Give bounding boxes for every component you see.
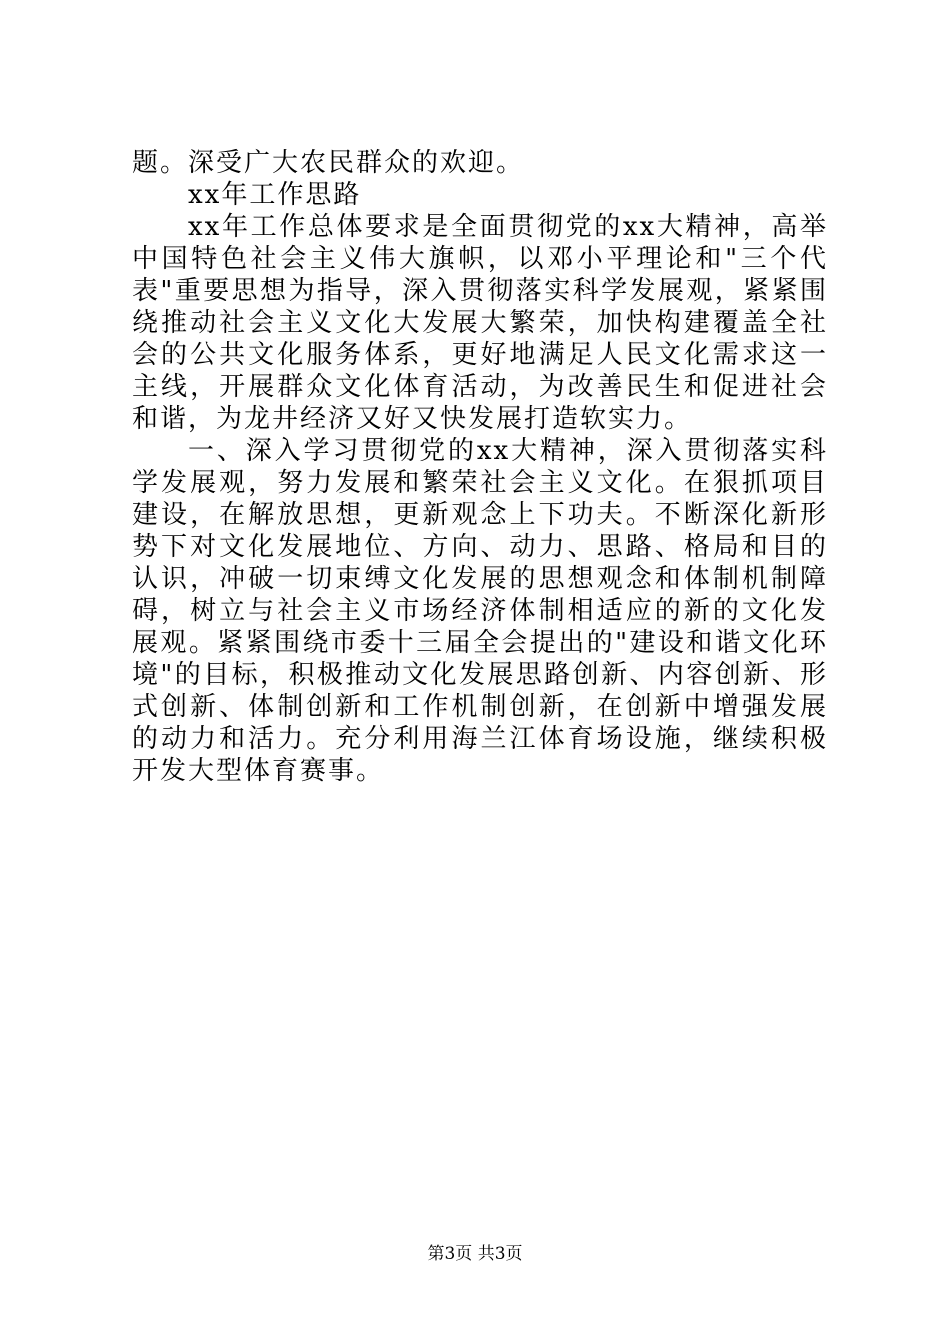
page-number-footer: 第3页 共3页 [427, 1244, 523, 1264]
section-heading: xx年工作思路 [188, 180, 362, 210]
paragraph-continuation: 题。深受广大农民群众的欢迎。 [132, 148, 525, 178]
paragraph-item-one: 一、深入学习贯彻党的xx大精神，深入贯彻落实科学发展观，努力发展和繁荣社会主义文化。在狠抓项目建设，在解放思想，更新观念上下功夫。不断深化新形势下对文化发展地位、方向、动力、思路、格局和目的认识，冲破一切束缚文化发展的思想观念和体制机制障碍，树立与社会主义市场经济体制相适应的新的文化发展观。紧紧围绕市委十三届全会提出的"建设和谐文化环境"的目标，积极推动文化发展思路创新、内容创新、形式创新、体制创新和工作机制创新，在创新中增强发展的动力和活力。充分利用海兰江体育场设施，继续积极开发大型体育赛事。 [132, 436, 828, 786]
paragraph-overall-requirements: xx年工作总体要求是全面贯彻党的xx大精神，高举中国特色社会主义伟大旗帜，以邓小平理论和"三个代表"重要思想为指导，深入贯彻落实科学发展观，紧紧围绕推动社会主义文化大发展大繁荣，加快构建覆盖全社会的公共文化服务体系，更好地满足人民文化需求这一主线，开展群众文化体育活动，为改善民生和促进社会和谐，为龙井经济又好又快发展打造软实力。 [132, 212, 828, 434]
document-body [132, 147, 828, 787]
